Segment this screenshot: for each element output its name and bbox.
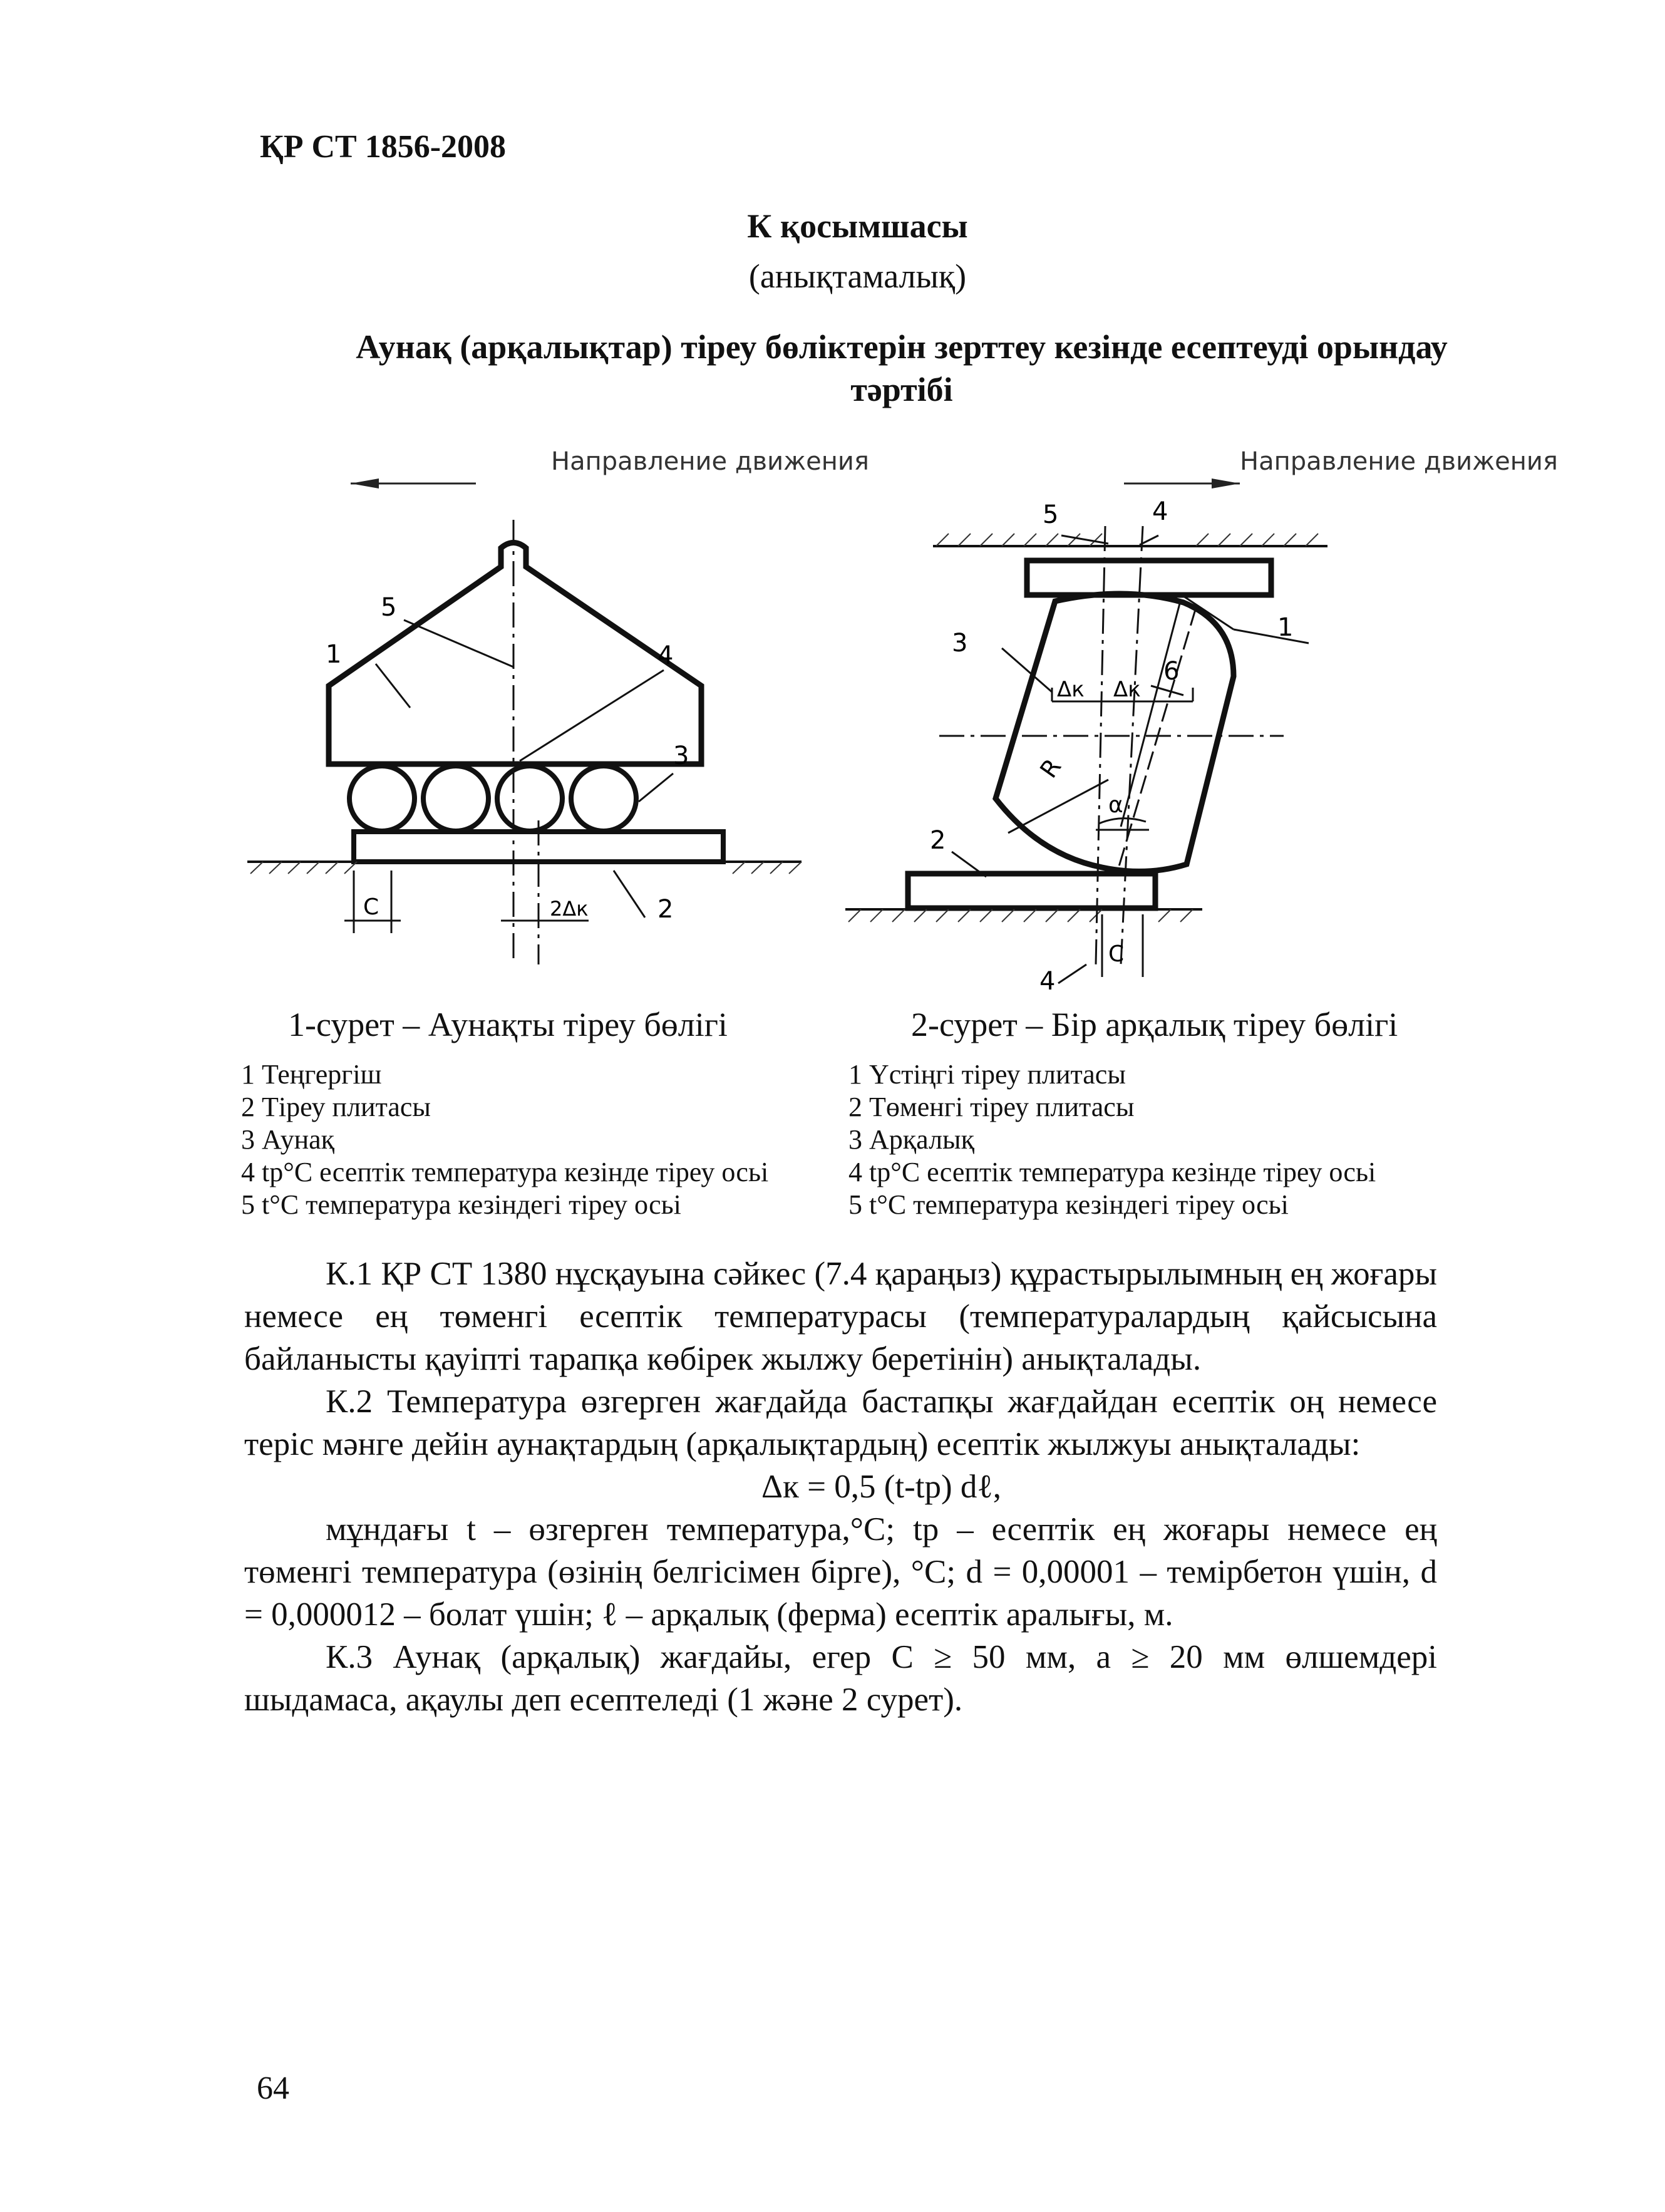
document-code: ҚР СТ 1856-2008 <box>260 129 507 165</box>
fig2-label-alpha: α <box>1108 792 1123 818</box>
fig2-label-1: 1 <box>1277 613 1294 642</box>
fig2-label-4-top: 4 <box>1152 497 1168 526</box>
figure-2-caption: 2-сурет – Бір арқалық тіреу бөлігі <box>911 1006 1398 1043</box>
roller-3 <box>497 766 562 831</box>
paragraph-k1: К.1 ҚР СТ 1380 нұсқауына сәйкес (7.4 қараңыз) құрастырылымның ең жоғары немесе ең төменгі есептік температурасы (температуралардың қайсысына байланысты қауіпті тарапқа көбірек жылжу беретінін) анықталады. <box>244 1256 1437 1377</box>
legend-item: 3 Арқалық <box>848 1124 974 1155</box>
formula: Δк = 0,5 (t-tр) dℓ, <box>761 1469 1001 1505</box>
fig2-direction-label: Направление движения <box>1240 447 1558 476</box>
fig2-label-dk-1: Δк <box>1057 677 1085 702</box>
balancer-shape <box>329 543 701 765</box>
figure-2-legend <box>848 1058 1376 1221</box>
legend-item: 1 Теңгергіш <box>241 1059 382 1090</box>
paragraph-k2: К.2 Температура өзгерген жағдайда бастапқы жағдайдан есептік оң немесе теріс мәнге дейін аунақтардың (арқалықтардың) есептік жылжуы анықталады: <box>244 1383 1437 1462</box>
legend-item: 1 Үстіңгі тіреу плитасы <box>848 1059 1126 1090</box>
fig2-label-dk-2: Δк <box>1113 677 1141 702</box>
fig1-label-3: 3 <box>673 742 689 770</box>
roller-2 <box>423 766 488 831</box>
annex-title: К қосымшасы <box>747 207 968 245</box>
legend-item: 4 tр°C есептік температура кезінде тіреу осьі <box>241 1157 769 1187</box>
paragraph-k2-note: мұндағы t – өзгерген температура,°C; tр – есептік ең жоғары немесе ең төменгі температура (өзінің белгісімен бірге), °C; d = 0,00001 – темірбетон үшін, d = 0,000012 – болат үшін; ℓ – арқалық (ферма) есептік аралығы, м. <box>244 1511 1437 1633</box>
legend-item: 2 Тіреу плитасы <box>241 1092 431 1122</box>
direction-arrow-right <box>1124 478 1240 488</box>
lower-support-plate <box>908 874 1155 908</box>
legend-item: 3 Аунақ <box>241 1124 335 1155</box>
legend-item: 5 t°C температура кезіндегі тіреу осьі <box>848 1189 1289 1220</box>
fig2-label-3: 3 <box>952 629 968 658</box>
body-text <box>244 1253 1437 1721</box>
fig1-label-5: 5 <box>381 593 397 622</box>
fig1-label-2: 2 <box>657 895 674 924</box>
annex-heading: Аунақ (арқалықтар) тіреу бөліктерін зерттеу кезінде есептеуді орындау тәртібі <box>356 328 1448 408</box>
ground-hatching-2 <box>848 909 1193 922</box>
fig1-label-c: C <box>363 894 379 920</box>
fig2-label-c: C <box>1108 941 1125 967</box>
ceiling-hatching <box>936 534 1318 546</box>
legend-item: 5 t°C температура кезіндегі тіреу осьі <box>241 1189 681 1220</box>
fig1-label-4: 4 <box>657 641 674 670</box>
figure-1-legend <box>241 1058 768 1221</box>
page-number: 64 <box>257 2070 289 2106</box>
fig2-label-r: R <box>1034 753 1067 783</box>
roller-4 <box>571 766 636 831</box>
legend-item: 4 tр°C есептік температура кезінде тіреу осьі <box>848 1157 1376 1187</box>
annex-type: (анықтамалық) <box>748 257 967 295</box>
fig1-direction-label: Направление движения <box>551 447 869 476</box>
figure-1-roller-bearing <box>238 438 869 1002</box>
direction-arrow-left <box>351 478 476 488</box>
fig2-label-4-bottom: 4 <box>1039 967 1056 996</box>
figure-2-single-beam-bearing <box>833 438 1558 1002</box>
fig1-label-1: 1 <box>326 640 342 669</box>
roller-1 <box>349 766 415 831</box>
fig2-label-2: 2 <box>930 826 946 855</box>
paragraph-k3: К.3 Аунақ (арқалық) жағдайы, егер C ≥ 50 мм, a ≥ 20 мм өлшемдері шыдамаса, ақаулы деп есептеледі (1 және 2 сурет). <box>244 1639 1437 1718</box>
fig2-label-5: 5 <box>1043 500 1059 529</box>
legend-item: 2 Төменгі тіреу плитасы <box>848 1092 1135 1122</box>
fig1-label-2dk: 2Δк <box>550 897 589 921</box>
figure-1-caption: 1-сурет – Аунақты тіреу бөлігі <box>288 1006 728 1043</box>
fig2-label-6: 6 <box>1163 657 1180 686</box>
upper-support-plate <box>1027 561 1271 595</box>
